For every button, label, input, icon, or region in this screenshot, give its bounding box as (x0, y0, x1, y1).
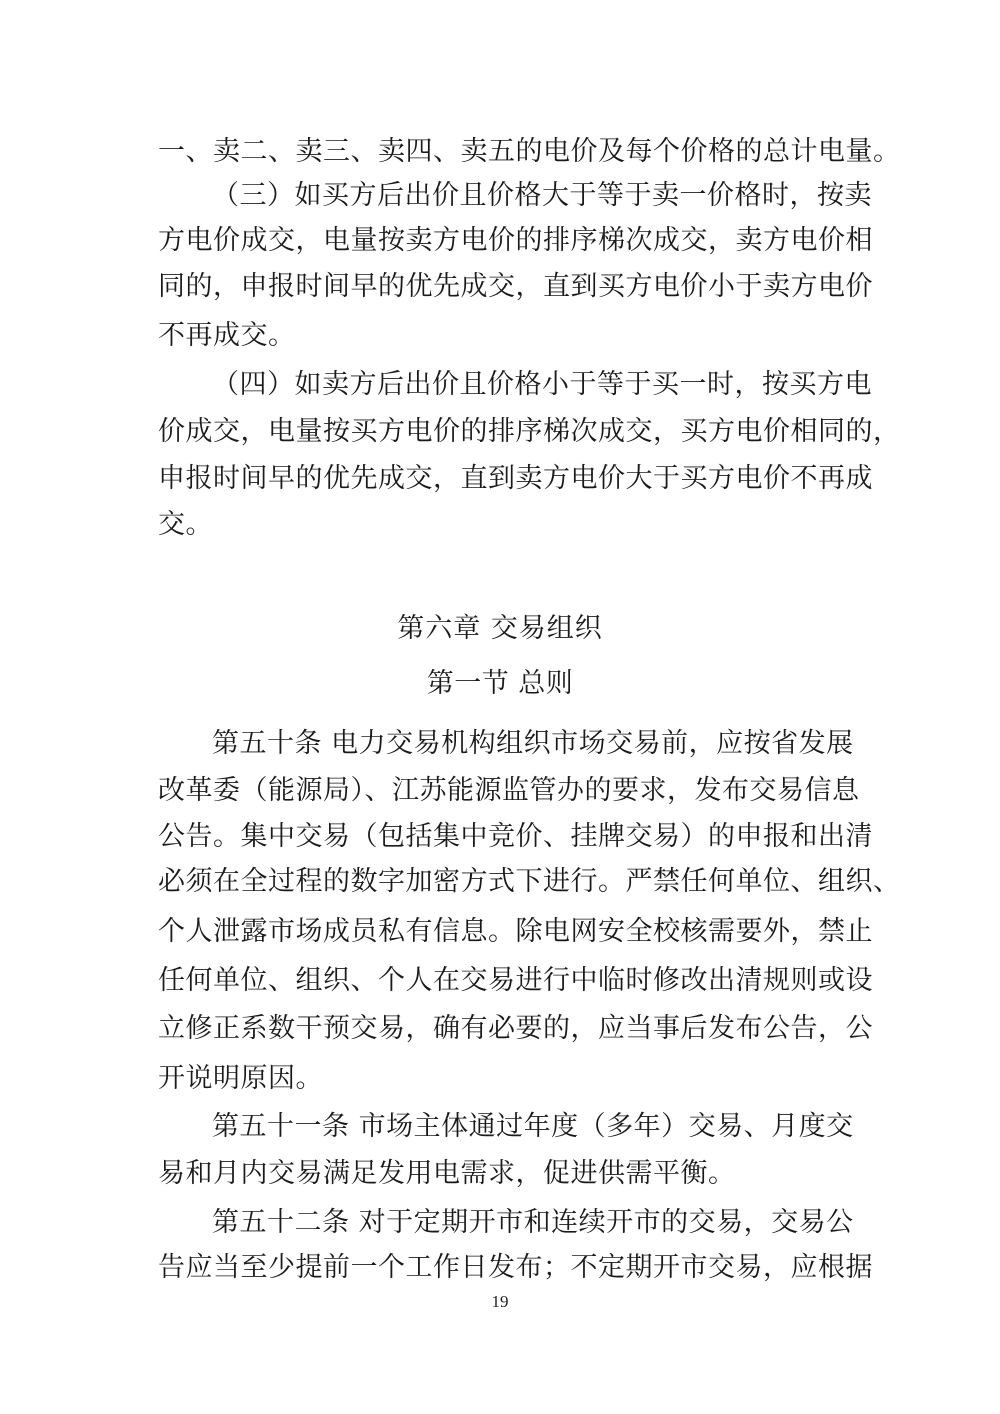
page-number: 19 (491, 1292, 509, 1311)
paragraph-line: 个人泄露市场成员私有信息。除电网安全校核需要外，禁止 (158, 916, 873, 947)
paragraph-line: 方电价成交，电量按卖方电价的排序梯次成交，卖方电价相 (158, 225, 873, 256)
paragraph-line: （四）如卖方后出价且价格小于等于买一时，按买方电 (212, 369, 872, 400)
paragraph-line: 改革委（能源局）、江苏能源监管办的要求，发布交易信息 (158, 775, 860, 806)
paragraph-line: 公告。集中交易（包括集中竞价、挂牌交易）的申报和出清 (158, 821, 873, 852)
paragraph-line: 立修正系数干预交易，确有必要的，应当事后发布公告，公 (158, 1013, 873, 1044)
paragraph-line: （三）如买方后出价且价格大于等于卖一价格时，按卖 (212, 180, 872, 211)
paragraph-line: 第五十条 电力交易机构组织市场交易前，应按省发展 (212, 728, 854, 759)
paragraph-line: 交。 (158, 509, 213, 540)
section-heading: 第一节 总则 (426, 668, 574, 699)
paragraph-line: 价成交，电量按买方电价的排序梯次成交，买方电价相同的， (158, 416, 901, 447)
paragraph-line: 一、卖二、卖三、卖四、卖五的电价及每个价格的总计电量。 (158, 136, 901, 167)
chapter-heading: 第六章 交易组织 (397, 613, 603, 644)
paragraph-line: 第五十二条 对于定期开市和连续开市的交易，交易公 (212, 1207, 854, 1238)
paragraph-line: 第五十一条 市场主体通过年度（多年）交易、月度交 (212, 1111, 854, 1142)
paragraph-line: 不再成交。 (158, 320, 296, 351)
paragraph-line: 申报时间早的优先成交，直到卖方电价大于买方电价不再成 (158, 463, 873, 494)
paragraph-line: 易和月内交易满足发用电需求，促进供需平衡。 (158, 1158, 736, 1189)
paragraph-line: 任何单位、组织、个人在交易进行中临时修改出清规则或设 (158, 965, 873, 996)
paragraph-line: 同的，申报时间早的优先成交，直到买方电价小于卖方电价 (158, 271, 873, 302)
paragraph-line: 告应当至少提前一个工作日发布；不定期开市交易，应根据 (158, 1252, 873, 1283)
paragraph-line: 开说明原因。 (158, 1063, 323, 1094)
paragraph-line: 必须在全过程的数字加密方式下进行。严禁任何单位、组织、 (158, 866, 901, 897)
